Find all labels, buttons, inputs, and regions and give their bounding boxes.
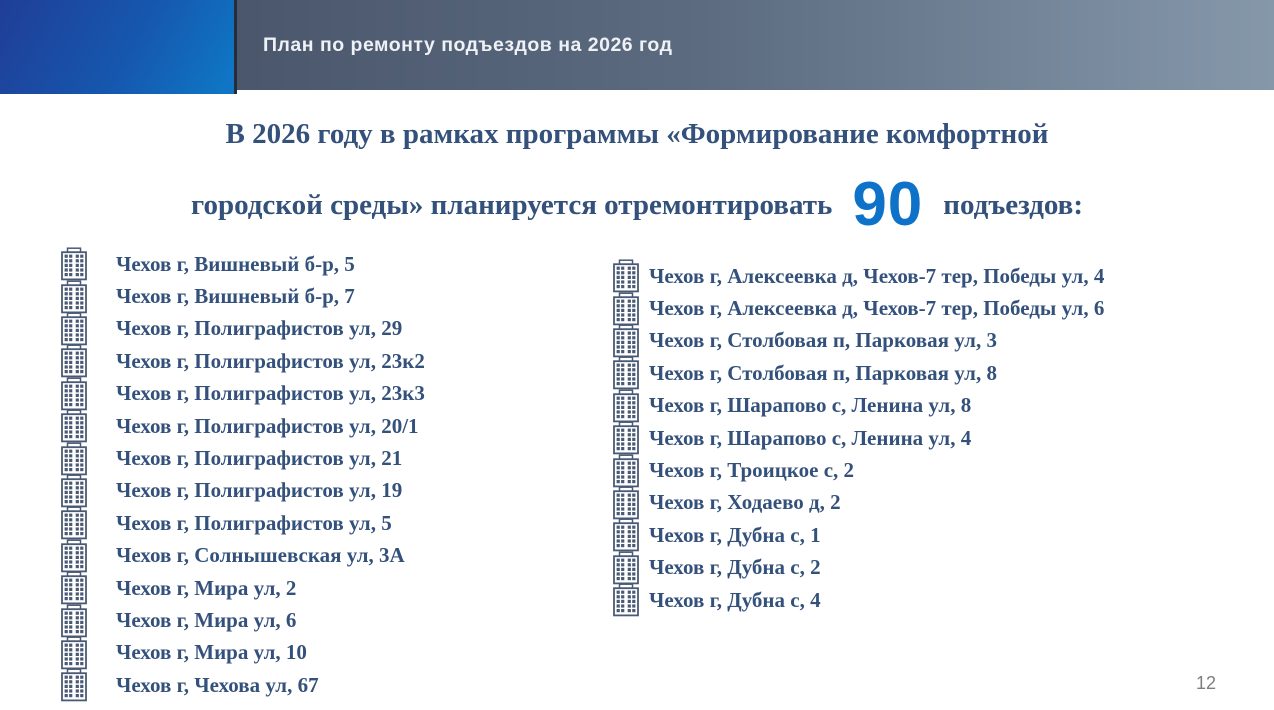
address-label: Чехов г, Шарапово с, Ленина ул, 8 bbox=[649, 393, 972, 418]
building-icon bbox=[610, 421, 642, 455]
address-label: Чехов г, Троицкое с, 2 bbox=[649, 458, 855, 483]
address-list-item bbox=[610, 260, 1254, 292]
address-lists bbox=[0, 236, 1274, 701]
address-label: Чехов г, Полиграфистов ул, 23к2 bbox=[116, 348, 425, 373]
building-icon bbox=[58, 247, 90, 281]
address-list-item bbox=[610, 454, 1254, 486]
address-label: Чехов г, Дубна с, 1 bbox=[649, 522, 821, 547]
address-label: Чехов г, Полиграфистов ул, 19 bbox=[116, 478, 403, 503]
page-number: 12 bbox=[1195, 673, 1216, 693]
address-list-item bbox=[610, 292, 1254, 324]
address-label: Чехов г, Столбовая п, Парковая ул, 3 bbox=[649, 328, 997, 353]
address-list-item bbox=[58, 280, 610, 312]
address-label: Чехов г, Полиграфистов ул, 23к3 bbox=[116, 381, 425, 406]
address-label: Чехов г, Мира ул, 2 bbox=[116, 575, 297, 600]
building-icon bbox=[610, 518, 642, 552]
building-icon bbox=[58, 474, 90, 508]
building-icon bbox=[610, 486, 642, 520]
entrance-count: 90 bbox=[852, 170, 924, 239]
address-label: Чехов г, Мира ул, 6 bbox=[116, 607, 297, 632]
address-label: Чехов г, Алексеевка д, Чехов-7 тер, Победы ул, 4 bbox=[649, 263, 1105, 288]
headline-line-2-before: городской среды» планируется отремонтировать bbox=[191, 189, 833, 221]
address-list-item bbox=[58, 410, 610, 442]
building-icon bbox=[610, 324, 642, 358]
address-label: Чехов г, Мира ул, 10 bbox=[116, 640, 307, 665]
address-list-item bbox=[58, 475, 610, 507]
address-label: Чехов г, Дубна с, 2 bbox=[649, 555, 821, 580]
building-icon bbox=[58, 409, 90, 443]
slide-header bbox=[0, 0, 1274, 90]
address-column-left bbox=[58, 248, 610, 701]
address-label: Чехов г, Солнышевская ул, 3А bbox=[116, 543, 405, 568]
address-label: Чехов г, Полиграфистов ул, 29 bbox=[116, 316, 403, 341]
building-icon bbox=[610, 454, 642, 488]
header-title: План по ремонту подъездов на 2026 год bbox=[263, 33, 673, 56]
address-label: Чехов г, Полиграфистов ул, 5 bbox=[116, 510, 392, 535]
building-icon bbox=[610, 583, 642, 617]
building-icon bbox=[610, 292, 642, 326]
headline-line-2-after: подъездов: bbox=[943, 189, 1083, 221]
building-icon bbox=[58, 506, 90, 540]
address-label: Чехов г, Полиграфистов ул, 20/1 bbox=[116, 413, 419, 438]
building-icon bbox=[610, 356, 642, 390]
address-list-item bbox=[58, 604, 610, 636]
building-icon bbox=[58, 312, 90, 346]
building-icon bbox=[610, 551, 642, 585]
building-icon bbox=[58, 571, 90, 605]
address-list-item bbox=[610, 487, 1254, 519]
address-list-item bbox=[610, 584, 1254, 616]
address-label: Чехов г, Вишневый б-р, 5 bbox=[116, 251, 355, 276]
address-label: Чехов г, Дубна с, 4 bbox=[649, 587, 821, 612]
address-list-item bbox=[58, 248, 610, 280]
headline bbox=[0, 116, 1274, 239]
address-list-item bbox=[58, 507, 610, 539]
address-label: Чехов г, Ходаево д, 2 bbox=[649, 490, 841, 515]
address-label: Чехов г, Вишневый б-р, 7 bbox=[116, 284, 355, 309]
address-list-item bbox=[610, 552, 1254, 584]
building-icon bbox=[58, 442, 90, 476]
address-list-item bbox=[610, 357, 1254, 389]
address-list-item bbox=[58, 540, 610, 572]
address-list-item bbox=[58, 442, 610, 474]
address-label: Чехов г, Алексеевка д, Чехов-7 тер, Победы ул, 6 bbox=[649, 296, 1105, 321]
brand-accent-block bbox=[0, 0, 237, 94]
address-column-right bbox=[610, 248, 1254, 616]
address-label: Чехов г, Шарапово с, Ленина ул, 4 bbox=[649, 425, 972, 450]
building-icon bbox=[58, 377, 90, 411]
address-list-item bbox=[58, 345, 610, 377]
address-list-item bbox=[58, 572, 610, 604]
address-list-item bbox=[58, 669, 610, 701]
building-icon bbox=[58, 344, 90, 378]
address-label: Чехов г, Столбовая п, Парковая ул, 8 bbox=[649, 360, 997, 385]
address-list-item bbox=[610, 390, 1254, 422]
address-list-item bbox=[58, 378, 610, 410]
building-icon bbox=[58, 604, 90, 638]
address-list-item bbox=[610, 519, 1254, 551]
address-list-item bbox=[58, 637, 610, 669]
address-label: Чехов г, Чехова ул, 67 bbox=[116, 672, 319, 697]
headline-line-1: В 2026 году в рамках программы «Формирование комфортной bbox=[225, 118, 1049, 150]
building-icon bbox=[610, 259, 642, 293]
building-icon bbox=[58, 636, 90, 670]
address-label: Чехов г, Полиграфистов ул, 21 bbox=[116, 446, 403, 471]
building-icon bbox=[610, 389, 642, 423]
address-list-item bbox=[610, 422, 1254, 454]
building-icon bbox=[58, 539, 90, 573]
building-icon bbox=[58, 280, 90, 314]
address-list-item bbox=[58, 313, 610, 345]
address-list-item bbox=[610, 325, 1254, 357]
building-icon bbox=[58, 668, 90, 702]
headline-line-2 bbox=[0, 170, 1274, 239]
